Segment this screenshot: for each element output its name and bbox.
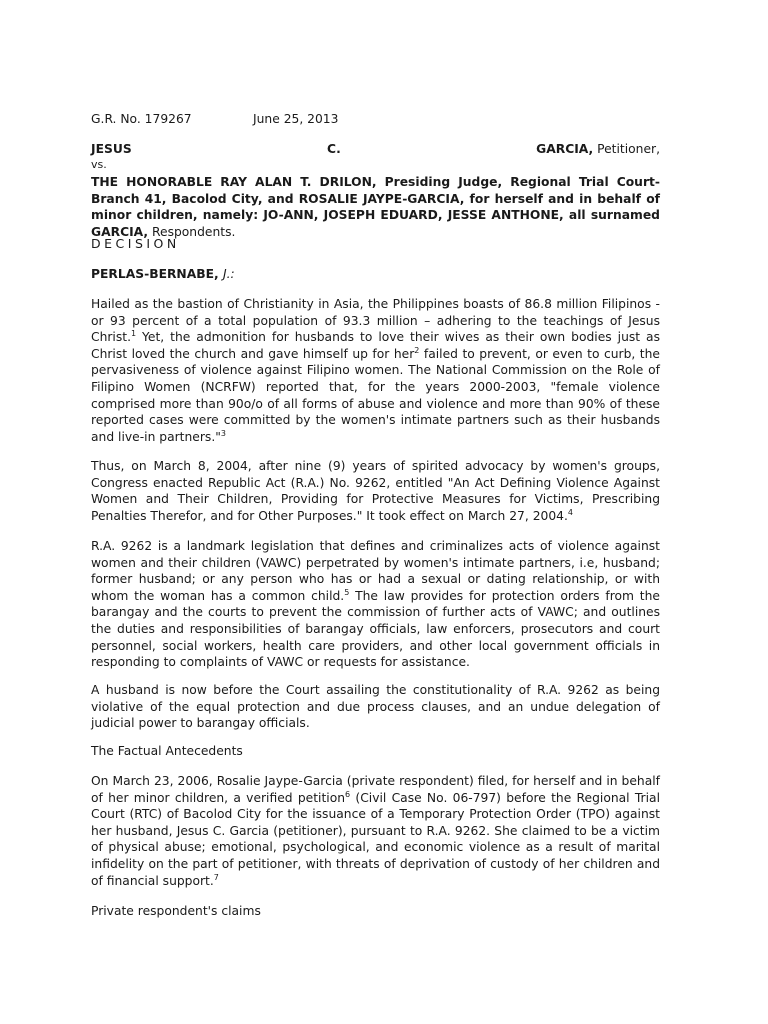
footnote-ref-2[interactable]: 2 (414, 345, 420, 355)
respondents-role: Respondents. (148, 224, 236, 239)
ponente-title: J.: (222, 267, 235, 281)
paragraph-1-text-b: Yet, the admonition for husbands to love their wives as their own bodies just as Christ loved the church and gave himself up for her (91, 330, 660, 361)
footnote-ref-5[interactable]: 5 (344, 587, 350, 597)
paragraph-1 (91, 296, 660, 445)
paragraph-1-text-a: Hailed as the bastion of Christianity in Asia, the Philippines boasts of 86.8 million Filipinos - or 93 percent of a total population of 93.3 million – adhering to the teachings of Jesus Christ. (91, 297, 660, 345)
footnote-ref-6[interactable]: 6 (345, 789, 351, 799)
footnote-ref-7[interactable]: 7 (213, 872, 219, 882)
versus: vs. (91, 158, 107, 171)
paragraph-3 (91, 538, 660, 671)
ponente-name: PERLAS-BERNABE, (91, 267, 223, 281)
footnote-ref-4[interactable]: 4 (567, 507, 573, 517)
petitioner-last-name: GARCIA, (536, 142, 594, 156)
respondents-names: THE HONORABLE RAY ALAN T. DRILON, Presiding Judge, Regional Trial Court-Branch 41, Bacolod City, and ROSALIE JAYPE-GARCIA, for herself and in behalf of minor children, namely: JO-ANN, JOSEPH EDUARD, JESSE ANTHONE, all surnamed GARCIA, (91, 175, 660, 239)
paragraph-2-text: Thus, on March 8, 2004, after nine (9) years of spirited advocacy by women's groups, Congress enacted Republic Act (R.A.) No. 9262, entitled "An Act Defining Violence Against Women and Their Children, Providing for Protective Measures for Victims, Prescribing Penalties Therefor, and for Other Purposes." It took effect on March 27, 2004. (91, 459, 660, 523)
paragraph-5-text-b: (Civil Case No. 06-797) before the Regional Trial Court (RTC) of Bacolod City for the issuance of a Temporary Protection Order (TPO) against her husband, Jesus C. Garcia (petitioner), pursuant to R.A. 9262. She claimed to be a victim of physical abuse; emotional, psychological, and economic violence as a result of marital infidelity on the part of petitioner, with threats of deprivation of custody of her children and of financial support. (91, 790, 660, 888)
paragraph-4: A husband is now before the Court assailing the constitutionality of R.A. 9262 as being violative of the equal protection and due process clauses, and an undue delegation of judicial power to barangay officials. (91, 683, 660, 731)
ponente (91, 266, 660, 283)
petitioner-role: Petitioner, (593, 142, 660, 156)
subheading-private-respondent-claims: Private respondent's claims (91, 904, 261, 918)
subheading-factual-antecedents: The Factual Antecedents (91, 744, 243, 758)
footnote-ref-3[interactable]: 3 (220, 428, 226, 438)
petitioner-line (91, 141, 660, 158)
gr-number: G.R. No. 179267 (91, 112, 192, 126)
paragraph-3-text-a: R.A. 9262 is a landmark legislation that defines and criminalizes acts of violence against women and their children (VAWC) perpetrated by women's intimate partners, i.e, husband; former husband; or any person who has or had a sexual or dating relationship, or with whom the woman has a common child. (91, 539, 660, 603)
petitioner-first-name: JESUS (91, 142, 132, 156)
paragraph-2 (91, 458, 660, 524)
petitioner-last-name-group (536, 141, 660, 158)
case-header (91, 111, 660, 128)
paragraph-1-text-c: failed to prevent, or even to curb, the pervasiveness of violence against Filipino women. The National Commission on the Role of Filipino Women (NCRFW) reported that, for the years 2000-2003, "female violence comprised more than 90o/o of all forms of abuse and violence and more than 90% of these reported cases were committed by the women's intimate partners such as their husbands and live-in partners." (91, 346, 660, 444)
respondents (91, 174, 660, 240)
decision-date: June 25, 2013 (253, 112, 339, 126)
petitioner-middle-initial: C. (327, 142, 341, 156)
paragraph-5-text-a: On March 23, 2006, Rosalie Jaype-Garcia (private respondent) filed, for herself and in behalf of her minor children, a verified petition (91, 774, 660, 805)
footnote-ref-1[interactable]: 1 (131, 329, 137, 339)
paragraph-5 (91, 773, 660, 889)
decision-heading: DECISION (91, 236, 180, 251)
paragraph-3-text-b: The law provides for protection orders from the barangay and the courts to prevent the commission of further acts of VAWC; and outlines the duties and responsibilities of barangay officials, law enforcers, prosecutors and court personnel, social workers, health care providers, and other local government officials in responding to complaints of VAWC or requests for assistance. (91, 588, 660, 670)
